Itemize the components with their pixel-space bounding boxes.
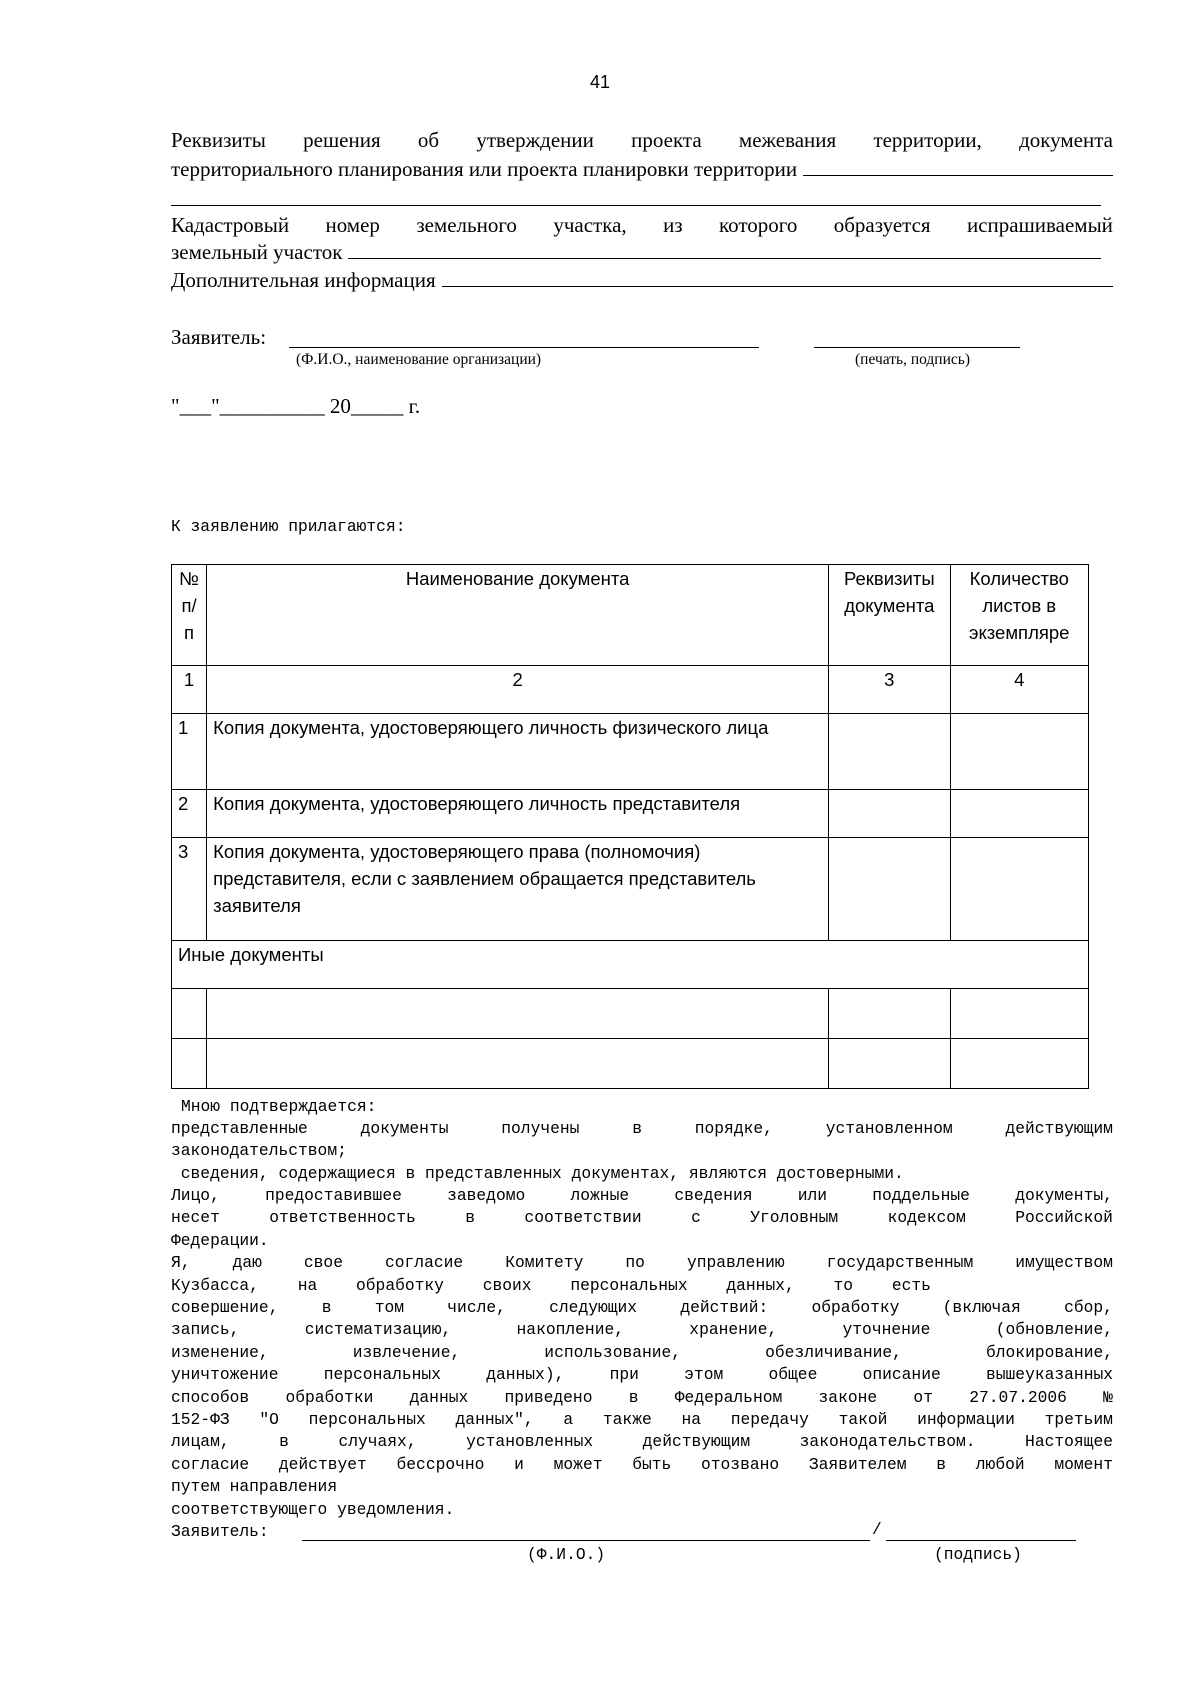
word: данных bbox=[409, 1388, 469, 1407]
page-number: 41 bbox=[589, 72, 611, 92]
consent-line bbox=[171, 1342, 1113, 1364]
row-document-name: Копия документа, удостоверяющего права (полномочия) представителя, если с заявлением обращается представитель заявителя bbox=[207, 838, 829, 941]
word: согласие bbox=[385, 1253, 464, 1272]
word: действий: bbox=[680, 1298, 769, 1317]
word: есть bbox=[891, 1276, 931, 1295]
word: № bbox=[1103, 1388, 1113, 1407]
word: на bbox=[297, 1276, 318, 1295]
applicant-label: Заявитель: bbox=[171, 325, 267, 349]
consent-line bbox=[171, 1431, 1113, 1453]
word: том bbox=[374, 1298, 405, 1317]
word: информации bbox=[917, 1410, 1015, 1429]
word: действует bbox=[278, 1455, 367, 1474]
word: приведено bbox=[504, 1388, 593, 1407]
row-requisites-cell[interactable] bbox=[829, 838, 950, 941]
word: быть bbox=[632, 1455, 672, 1474]
word: (обновление, bbox=[995, 1320, 1113, 1339]
confirmation-line bbox=[171, 1185, 1113, 1207]
word: изменение, bbox=[171, 1343, 269, 1362]
word: при bbox=[609, 1365, 639, 1384]
requisites-text: территориального планирования или проекта планировки территории bbox=[171, 157, 798, 181]
word: установленных bbox=[466, 1432, 594, 1451]
cadastral-field[interactable] bbox=[348, 240, 1101, 259]
word: то bbox=[833, 1276, 854, 1295]
blank-cell[interactable] bbox=[829, 1039, 950, 1089]
word: общее bbox=[768, 1365, 818, 1384]
additional-info-row bbox=[171, 268, 1113, 293]
word: систематизацию, bbox=[304, 1320, 452, 1339]
word: совершение, bbox=[171, 1298, 279, 1317]
blank-cell[interactable] bbox=[829, 989, 950, 1039]
word: по bbox=[625, 1253, 645, 1272]
word: Настоящее bbox=[1025, 1432, 1113, 1451]
blank-row bbox=[172, 989, 1089, 1039]
word: с bbox=[691, 1208, 701, 1227]
word: законодательством. bbox=[799, 1432, 976, 1451]
word: соответствии bbox=[524, 1208, 642, 1227]
word: которого bbox=[719, 213, 798, 237]
word: Кузбасса, bbox=[171, 1276, 259, 1295]
word: на bbox=[681, 1410, 701, 1429]
blank-cell[interactable] bbox=[207, 989, 829, 1039]
word: 27.07.2006 bbox=[969, 1388, 1067, 1407]
word: предоставившее bbox=[265, 1186, 402, 1205]
row-number: 2 bbox=[172, 790, 207, 838]
confirmation-line bbox=[171, 1207, 1113, 1229]
word: любой bbox=[975, 1455, 1025, 1474]
word: следующих bbox=[549, 1298, 638, 1317]
word: номер bbox=[325, 213, 380, 237]
word: Комитету bbox=[505, 1253, 584, 1272]
word: вышеуказанных bbox=[985, 1365, 1113, 1384]
row-sheet-count-cell[interactable] bbox=[950, 790, 1088, 838]
word: проекта bbox=[631, 128, 702, 152]
word: управлению bbox=[686, 1253, 785, 1272]
index-cell: 4 bbox=[950, 666, 1088, 714]
word: в bbox=[279, 1432, 289, 1451]
word: испрашиваемый bbox=[966, 213, 1113, 237]
word: законе bbox=[818, 1388, 878, 1407]
row-requisites-cell[interactable] bbox=[829, 790, 950, 838]
final-applicant-label: Заявитель: bbox=[171, 1522, 269, 1541]
word: данных), bbox=[486, 1365, 565, 1384]
word: момент bbox=[1054, 1455, 1113, 1474]
consent-line bbox=[171, 1252, 1113, 1274]
word: земельного bbox=[416, 213, 517, 237]
word: действующим bbox=[1005, 1119, 1113, 1138]
final-applicant-name-field[interactable] bbox=[302, 1540, 870, 1541]
header-document-requisites: Реквизиты документа bbox=[829, 565, 950, 666]
word: из bbox=[663, 213, 683, 237]
word: в bbox=[936, 1455, 947, 1474]
fio-caption: (Ф.И.О.) bbox=[527, 1545, 606, 1564]
word: передачу bbox=[730, 1410, 809, 1429]
word: документа bbox=[1019, 128, 1113, 152]
row-number: 3 bbox=[172, 838, 207, 941]
confirmation-intro: Мною подтверждается: bbox=[181, 1097, 377, 1116]
word: запись, bbox=[171, 1320, 240, 1339]
word: даю bbox=[232, 1253, 262, 1272]
attachments-intro: К заявлению прилагаются: bbox=[171, 517, 406, 536]
word: накопление, bbox=[516, 1320, 625, 1339]
consent-line bbox=[171, 1297, 1113, 1319]
requisites-field[interactable] bbox=[803, 157, 1113, 176]
word: а bbox=[563, 1410, 574, 1429]
word: территории, bbox=[873, 128, 982, 152]
word: обработку bbox=[811, 1298, 900, 1317]
word: документы bbox=[360, 1119, 449, 1138]
word: кодексом bbox=[887, 1208, 966, 1227]
word: уничтожение bbox=[171, 1365, 279, 1384]
header-sheet-count: Количество листов в экземпляре bbox=[950, 565, 1088, 666]
row-number: 1 bbox=[172, 714, 207, 790]
word: лицам, bbox=[171, 1432, 230, 1451]
additional-info-label: Дополнительная информация bbox=[171, 268, 436, 292]
word: персональных bbox=[323, 1365, 441, 1384]
word: утверждении bbox=[476, 128, 594, 152]
word: в bbox=[465, 1208, 476, 1227]
index-cell: 3 bbox=[829, 666, 950, 714]
cadastral-text: земельный участок bbox=[171, 240, 343, 264]
table-row bbox=[172, 714, 1089, 790]
word: описание bbox=[862, 1365, 941, 1384]
word: об bbox=[417, 128, 440, 152]
word: или bbox=[797, 1186, 828, 1205]
confirmation-line bbox=[171, 1118, 1113, 1140]
word: получены bbox=[501, 1119, 580, 1138]
word: персональных bbox=[308, 1410, 426, 1429]
word: согласие bbox=[171, 1455, 250, 1474]
word: может bbox=[553, 1455, 603, 1474]
word: установленном bbox=[825, 1119, 953, 1138]
word: (включая bbox=[942, 1298, 1021, 1317]
confirmation-line: Федерации. bbox=[171, 1231, 269, 1250]
word: обработки bbox=[285, 1388, 374, 1407]
requisites-field-extra-line[interactable] bbox=[171, 205, 1101, 206]
word: сведения bbox=[674, 1186, 753, 1205]
other-documents-label: Иные документы bbox=[172, 941, 1089, 989]
table-header-row bbox=[172, 565, 1089, 666]
consent-line: путем направления bbox=[171, 1477, 338, 1496]
word: данных", bbox=[455, 1410, 534, 1429]
word: имуществом bbox=[1015, 1253, 1113, 1272]
blank-cell[interactable] bbox=[172, 989, 207, 1039]
word: Федеральном bbox=[674, 1388, 783, 1407]
word: отозвано bbox=[701, 1455, 780, 1474]
consent-line bbox=[171, 1387, 1113, 1409]
attachments-table bbox=[171, 564, 1089, 1089]
word: извлечение, bbox=[352, 1343, 461, 1362]
word: персональных bbox=[570, 1276, 688, 1295]
table-index-row bbox=[172, 666, 1089, 714]
confirmation-line: сведения, содержащиеся в представленных документах, являются достоверными. bbox=[171, 1164, 904, 1183]
word: документы, bbox=[1015, 1186, 1113, 1205]
applicant-name-field[interactable] bbox=[289, 347, 759, 348]
consent-line: соответствующего уведомления. bbox=[171, 1500, 455, 1519]
word: Заявителем bbox=[808, 1455, 907, 1474]
signature-caption: (печать, подпись) bbox=[855, 351, 971, 368]
word: способов bbox=[171, 1388, 250, 1407]
row-document-name: Копия документа, удостоверяющего личность физического лица bbox=[207, 714, 829, 790]
cadastral-line-2 bbox=[171, 240, 1101, 265]
word: порядке, bbox=[694, 1119, 773, 1138]
word: этом bbox=[684, 1365, 724, 1384]
word: поддельные bbox=[872, 1186, 970, 1205]
word: обработку bbox=[356, 1276, 444, 1295]
word: "О bbox=[259, 1410, 279, 1429]
word: и bbox=[514, 1455, 524, 1474]
word: также bbox=[602, 1410, 652, 1429]
word: Кадастровый bbox=[171, 213, 290, 237]
word: случаях, bbox=[338, 1432, 417, 1451]
row-document-name: Копия документа, удостоверяющего личность представителя bbox=[207, 790, 829, 838]
final-applicant-signature-field[interactable] bbox=[886, 1540, 1076, 1541]
word: межевания bbox=[738, 128, 837, 152]
word: бессрочно bbox=[396, 1455, 485, 1474]
other-documents-row bbox=[172, 941, 1089, 989]
word: свое bbox=[303, 1253, 343, 1272]
header-document-name: Наименование документа bbox=[207, 565, 829, 666]
blank-cell[interactable] bbox=[172, 1039, 207, 1089]
word: в bbox=[632, 1119, 642, 1138]
blank-cell[interactable] bbox=[950, 989, 1088, 1039]
word: обезличивание, bbox=[765, 1343, 902, 1362]
word: сбор, bbox=[1064, 1298, 1113, 1317]
word: своих bbox=[482, 1276, 532, 1295]
word: представленные bbox=[171, 1119, 308, 1138]
word: ложные bbox=[570, 1186, 630, 1205]
word: образуется bbox=[833, 213, 931, 237]
consent-line bbox=[171, 1409, 1113, 1431]
row-requisites-cell[interactable] bbox=[829, 714, 950, 790]
word: уточнение bbox=[842, 1320, 931, 1339]
cadastral-line-1 bbox=[171, 213, 1113, 238]
word: от bbox=[913, 1388, 933, 1407]
word: заведомо bbox=[447, 1186, 526, 1205]
consent-line bbox=[171, 1364, 1113, 1386]
word: Российской bbox=[1015, 1208, 1113, 1227]
index-cell: 1 bbox=[172, 666, 207, 714]
word: в bbox=[628, 1388, 639, 1407]
header-number: № п/п bbox=[172, 565, 207, 666]
word: использование, bbox=[544, 1343, 682, 1362]
slash-separator: / bbox=[872, 1520, 882, 1539]
word: третьим bbox=[1044, 1410, 1113, 1429]
word: участка, bbox=[553, 213, 627, 237]
word: несет bbox=[171, 1208, 220, 1227]
word: ответственность bbox=[269, 1208, 416, 1227]
blank-row bbox=[172, 1039, 1089, 1089]
blank-cell[interactable] bbox=[950, 1039, 1088, 1089]
signature-caption-final: (подпись) bbox=[934, 1545, 1022, 1564]
row-sheet-count-cell[interactable] bbox=[950, 714, 1088, 790]
word: 152-ФЗ bbox=[171, 1410, 230, 1429]
word: такой bbox=[838, 1410, 888, 1429]
date-line[interactable]: "___"__________ 20_____ г. bbox=[171, 394, 421, 418]
blank-cell[interactable] bbox=[207, 1039, 829, 1089]
consent-line bbox=[171, 1275, 931, 1297]
word: данных, bbox=[726, 1276, 795, 1295]
word: действующим bbox=[642, 1432, 751, 1451]
consent-line bbox=[171, 1319, 1113, 1341]
word: решения bbox=[303, 128, 381, 152]
word: государственным bbox=[826, 1253, 974, 1272]
applicant-name-caption: (Ф.И.О., наименование организации) bbox=[296, 351, 542, 368]
word: хранение, bbox=[689, 1320, 778, 1339]
table-row bbox=[172, 838, 1089, 941]
row-sheet-count-cell[interactable] bbox=[950, 838, 1088, 941]
table-row bbox=[172, 790, 1089, 838]
requisites-line-1 bbox=[171, 128, 1113, 153]
word: Реквизиты bbox=[171, 128, 266, 152]
word: Я, bbox=[171, 1253, 191, 1272]
additional-info-field[interactable] bbox=[442, 268, 1113, 287]
consent-line bbox=[171, 1454, 1113, 1476]
word: в bbox=[321, 1298, 332, 1317]
requisites-line-2 bbox=[171, 157, 1113, 182]
word: блокирование, bbox=[985, 1343, 1113, 1362]
word: Лицо, bbox=[171, 1186, 220, 1205]
applicant-signature-field[interactable] bbox=[814, 347, 1020, 348]
confirmation-line: законодательством; bbox=[171, 1141, 347, 1160]
index-cell: 2 bbox=[207, 666, 829, 714]
word: числе, bbox=[447, 1298, 506, 1317]
word: Уголовным bbox=[750, 1208, 839, 1227]
